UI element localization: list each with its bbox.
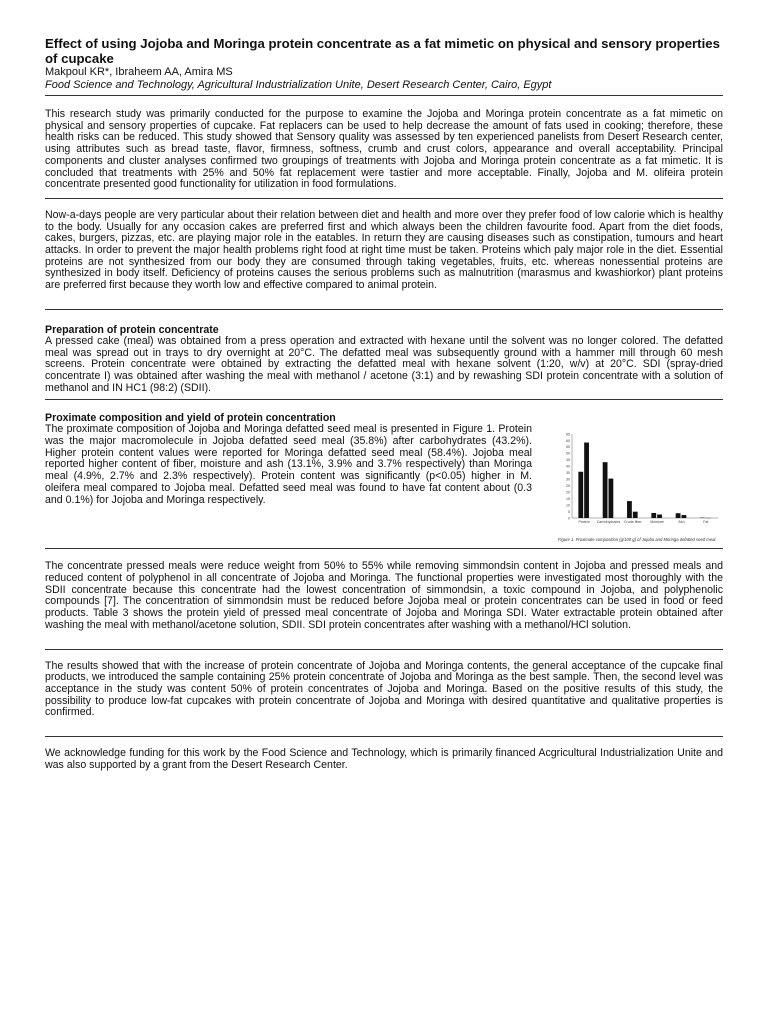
section-divider [45,198,723,199]
author-affiliation: Food Science and Technology, Agricultural Industrialization Unite, Desert Research Center, Cairo, Egypt [45,79,552,91]
section-divider [45,548,723,549]
bar [657,515,662,518]
y-tick-label: 40 [566,464,570,469]
y-tick-label: 25 [566,484,570,489]
y-tick-label: 0 [568,516,570,521]
bar [578,472,583,518]
section-divider [45,399,723,400]
x-tick-label: Protein [578,520,590,525]
y-tick-label: 5 [568,510,570,515]
paper-page [45,36,723,772]
y-tick-label: 35 [566,471,570,476]
section-divider [45,95,723,96]
y-tick-label: 60 [566,439,570,444]
acknowledgement-text: We acknowledge funding for this work by the Food Science and Technology, which is primarily financed Acgricultural Industrialization Unite and was also supported by a grant from the Desert Research Center. [45,747,723,771]
y-tick-label: 45 [566,458,570,463]
x-tick-label: Carbohydrates [596,520,621,525]
bar [676,514,681,519]
x-tick-label: Moisture [650,520,665,525]
bar [603,463,608,519]
introduction-text: Now-a-days people are very particular about their relation between diet and health and more over they prefer food of low calorie which is healthy to the body. Usually for any occasion cakes are preferred first and which always been the children favourite food. Apart from the diet foods, cakes, burgers, pizzas, etc. are playing major role in the eatables. In return they are causing diseases such as constipation, tumours and heart attacks. In order to prevent the major health problems right food at right time must be taken. Proteins which paly major role in the diet. Essential proteins are not synthesized from our body they are consumed through taking vegetables, fruits, etc. whereas nonessential proteins are synthesized in body itself. Deficiency of proteins causes the serious problems such as malnutrition (marasmus and kwashiorkor) plant proteins are preferred first because they worth low and effective compared to animal protein. [45,208,723,292]
bar [682,515,687,518]
section-heading-proximate: Proximate composition and yield of protein concentration [45,412,336,425]
paper-title: Effect of using Jojoba and Moringa protein concentrate as a fat mimetic on physical and sensory properties of cupcake [45,36,720,66]
y-tick-label: 30 [566,477,570,482]
y-tick-label: 55 [566,445,570,450]
concentrate-text: The concentrate pressed meals were reduce weight from 50% to 55% while removing simmondsin content in Jojoba and pressed meals and reduced content of polyphenol in all concentrate of Jojoba and Moringa. The functional properties were investigated most thoroughly with the SDII concentrate because this concentrate had the lowest concentration of simmondsin, a toxic compound in Jojoba, and polyphenolic compounds [7]. The concentration of simmondsin must be reduced before Jojoba meal or protein concentrates can be used in food or feed products. Table 3 shows the protein yield of pressed meal concentrate of Jojoba and Moringa SDI. Water extractable protein obtained after washing the meal with methanol/acetone solution, SDII. SDI protein concentrates after washing with a methanol/HCl solution. [45,560,723,631]
y-tick-label: 65 [566,432,570,437]
proximate-bar-chart [558,426,723,536]
bar [609,479,614,518]
x-tick-label: Ash [678,520,685,525]
section-divider [45,736,723,737]
y-tick-label: 20 [566,490,570,495]
x-tick-label: Crude fiber [623,520,642,525]
section-divider [45,309,723,310]
abstract-text: This research study was primarily conducted for the purpose to examine the Jojoba and Moringa protein concentrate as a fat mimetic on physical and sensory properties of cupcake. Fat replacers can be used to help decrease the amount of fats used in cooking; therefore, these health risks can be reduced. This study showed that Sensory quality was assessed by ten experienced panelists from Desert Research center, using attributes such as bread taste, flavor, firmness, softness, crumb and crust colors, appearance and overall acceptability. Principal components and cluster analyses confirmed two groupings of treatments with Jojoba and Moringa protein concentrate as a fat mimetic. It is concluded that treatments with 25% and 50% fat replacement were tastier and more acceptable. Finally, Jojoba and M. olifeira protein concentrate presented good functionality for utilization in food formulations. [45,108,723,191]
y-tick-label: 15 [566,497,570,502]
figure-1 [558,426,723,542]
results-text: The results showed that with the increase of protein concentrate of Jojoba and Moringa contents, the general acceptance of the cupcake final products, we introduced the sample containing 25% protein concentrate of Jojoba and Moringa as the best sample. Then, the second level was acceptance in the study was content 50% of protein concentrates of Jojoba and Moringa. Based on the positive results of this study, the possibility to produce low-fat cupcakes with protein concentrate of Jojoba and Moringa with desired quantitative and qualitative properties is confirmed. [45,659,723,719]
x-tick-label: Fat [703,520,709,525]
author-list: Makpoul KR*, Ibraheem AA, Amira MS [45,66,233,78]
section-heading-preparation: Preparation of protein concentrate [45,323,219,336]
bar [584,443,589,518]
bar [651,513,656,518]
y-tick-label: 50 [566,452,570,457]
preparation-text: A pressed cake (meal) was obtained from a press operation and extracted with hexane until the solvent was no longer colored. The defatted meal was spread out in trays to dry overnight at 20°C. The defatted meal was subsequently ground with a hammer mill through 60 mesh screens. Protein concentrate were obtained by extracting the defatted meal with hexane solvent (1:20, w/v) at 20°C. SDI (spray-dried concentrate I) was obtained after washing the meal with methanol / acetone (3:1) and by rewashing SDI protein concentrate with a solution of methanol and IN HC1 (98:2) (SDII). [45,334,723,394]
section-divider [45,649,723,650]
figure-caption: Figure 1. Proximate composition (g/100 g) of Jojoba and Moringa defatted seed meal. [558,537,717,543]
y-tick-label: 10 [566,503,570,508]
proximate-text: The proximate composition of Jojoba and Moringa defatted seed meal is presented in Figure 1. Protein was the major macromolecule in Jojoba defatted seed meal (35.8%) after carbohydrates (43.2%). Higher protein content values were reported for Moringa defatted seed meal (58.4%). Jojoba meal reported higher content of fiber, moisture and ash (13.1%, 3.9% and 3.7% respectively) than Moringa meal (4.9%, 2.7% and 2.3% respectively). Protein content was significantly (p<0.05) higher in M. oleifera meal compared to Jojoba meal. Defatted seed meal was found to have fat content about (0.3 and 0.1%) for Jojoba and Moringa respectively. [45,423,532,506]
bar [633,512,638,518]
bar [627,501,632,518]
proximate-section [45,424,723,542]
